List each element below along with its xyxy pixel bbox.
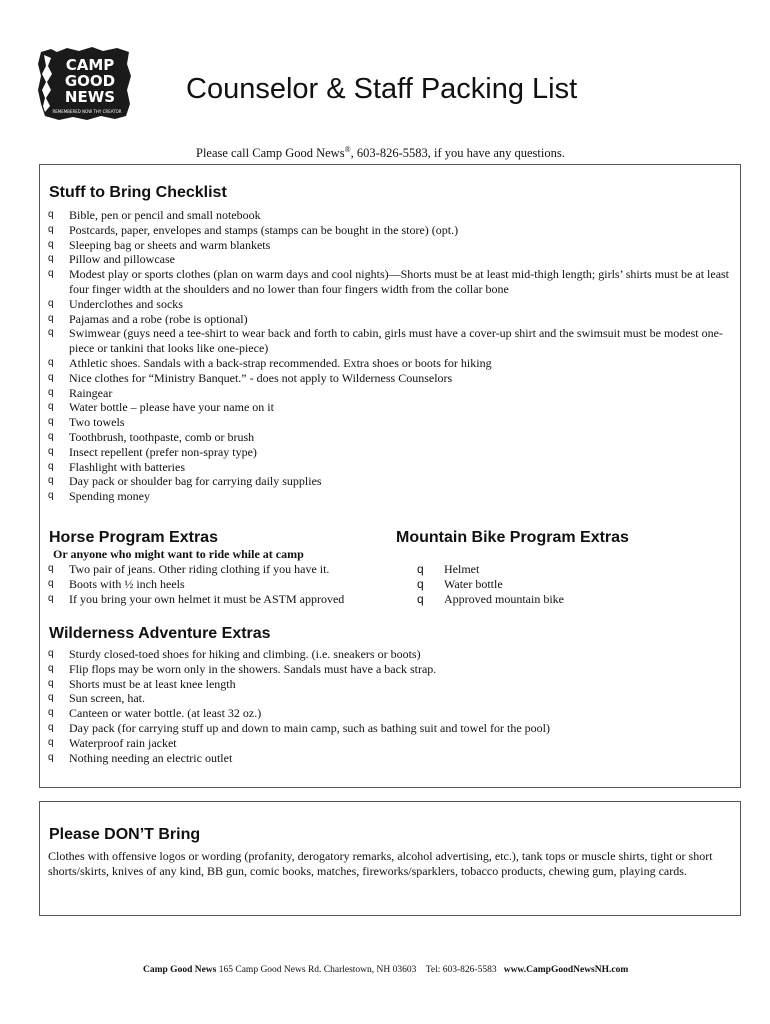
dont-heading: Please DON’T Bring <box>49 826 201 843</box>
stuff-item <box>48 386 730 401</box>
checkbox-bullet-icon: q <box>417 576 424 591</box>
item-text: Raingear <box>69 385 113 400</box>
stuff-item <box>48 430 730 445</box>
item-text: Approved mountain bike <box>444 591 564 606</box>
checkbox-bullet-icon: q <box>48 592 54 604</box>
wilderness-item <box>48 677 730 692</box>
item-text: Sleeping bag or sheets and warm blankets <box>69 237 271 252</box>
stuff-item <box>48 474 730 489</box>
stuff-item <box>48 297 730 312</box>
item-text: Day pack (for carrying stuff up and down to main camp, such as bathing suit and towel for the pool) <box>69 720 550 735</box>
logo-line-2: GOOD <box>64 72 116 90</box>
item-text: Flip flops may be worn only in the showers. Sandals must have a back strap. <box>69 661 437 676</box>
stuff-item <box>48 208 730 223</box>
horse-item <box>48 592 388 607</box>
checkbox-bullet-icon: q <box>48 327 54 339</box>
stuff-item <box>48 371 730 386</box>
stuff-item <box>48 312 730 327</box>
footer-web[interactable]: www.CampGoodNewsNH.com <box>503 965 629 975</box>
item-text: Water bottle <box>444 576 503 591</box>
checkbox-bullet-icon: q <box>48 386 54 398</box>
item-text: Two towels <box>69 415 125 430</box>
footer <box>143 965 628 975</box>
checkbox-bullet-icon: q <box>48 677 54 689</box>
checkbox-bullet-icon: q <box>48 721 54 733</box>
logo-tagline: REMEMBERED NOW THY CREATOR <box>52 109 122 114</box>
checkbox-bullet-icon: q <box>48 475 54 487</box>
checkbox-bullet-icon: q <box>48 238 54 250</box>
checkbox-bullet-icon: q <box>48 430 54 442</box>
item-text: Swimwear (guys need a tee-shirt to wear back and forth to cabin, girls must have a cover-up shirt and the swimsuit must be modest one-piece or tankini that looks like one-piece) <box>69 326 723 356</box>
horse-heading: Horse Program Extras <box>49 529 218 546</box>
item-text: Pajamas and a robe (robe is optional) <box>69 311 248 326</box>
checkbox-bullet-icon: q <box>48 460 54 472</box>
camp-good-news-logo <box>37 46 133 122</box>
bike-item <box>417 562 717 577</box>
item-text: Day pack or shoulder bag for carrying daily supplies <box>69 474 322 489</box>
horse-list <box>48 562 388 606</box>
page-title: Counselor & Staff Packing List <box>186 73 578 105</box>
checkbox-bullet-icon: q <box>48 268 54 280</box>
item-text: Canteen or water bottle. (at least 32 oz.) <box>69 706 262 721</box>
item-text: Boots with ½ inch heels <box>69 576 185 591</box>
checkbox-bullet-icon: q <box>48 751 54 763</box>
footer-tel: Tel: 603-826-5583 <box>425 965 497 975</box>
bike-list <box>417 562 717 606</box>
footer-org: Camp Good News <box>143 965 217 975</box>
stuff-item <box>48 356 730 371</box>
item-text: Flashlight with batteries <box>69 459 185 474</box>
wilderness-item <box>48 691 730 706</box>
bike-heading: Mountain Bike Program Extras <box>396 529 629 546</box>
stuff-list <box>48 208 730 504</box>
item-text: Modest play or sports clothes (plan on warm days and cool nights)—Shorts must be at least mid-thigh length; girls’ shirts must be at least four finger width at the shoulders and no lower than four fingers width from the collar bone <box>69 267 730 296</box>
stuff-item <box>48 326 730 356</box>
item-text: Helmet <box>444 562 480 576</box>
horse-item <box>48 562 388 577</box>
stuff-item <box>48 400 730 415</box>
checkbox-bullet-icon: q <box>48 707 54 719</box>
call-line <box>196 145 565 161</box>
stuff-item <box>48 252 730 267</box>
wilderness-item <box>48 662 730 677</box>
checkbox-bullet-icon: q <box>48 490 54 502</box>
stuff-item <box>48 267 730 297</box>
checkbox-bullet-icon: q <box>48 648 54 659</box>
wilderness-heading: Wilderness Adventure Extras <box>49 625 271 642</box>
item-text: Spending money <box>69 489 150 504</box>
item-text: Postcards, paper, envelopes and stamps (stamps can be bought in the store) (opt.) <box>69 222 459 237</box>
wilderness-list <box>48 647 730 765</box>
checkbox-bullet-icon: q <box>48 736 54 748</box>
logo-line-3: NEWS <box>64 88 116 106</box>
bike-item <box>417 592 717 607</box>
dont-text: Clothes with offensive logos or wording (profanity, derogatory remarks, alcohol advertising, etc.), tank tops or muscle shirts, tight or short shorts/skirts, knives of any kind, BB gun, comic books, matches, fireworks/sparklers, tobacco products, chewing gum, playing cards. <box>48 849 713 878</box>
wilderness-item <box>48 706 730 721</box>
bike-item <box>417 577 717 592</box>
stuff-item <box>48 223 730 238</box>
item-text: Sun screen, hat. <box>69 691 145 706</box>
checkbox-bullet-icon: q <box>48 253 54 265</box>
stuff-heading: Stuff to Bring Checklist <box>49 184 227 201</box>
checkbox-bullet-icon: q <box>48 445 54 457</box>
checkbox-bullet-icon: q <box>417 591 424 606</box>
checkbox-bullet-icon: q <box>48 416 54 428</box>
checkbox-bullet-icon: q <box>48 356 54 368</box>
item-text: Shorts must be at least knee length <box>69 676 236 691</box>
stuff-item <box>48 238 730 253</box>
item-text: Athletic shoes. Sandals with a back-strap recommended. Extra shoes or boots for hiking <box>69 355 492 370</box>
checkbox-bullet-icon: q <box>48 662 54 674</box>
item-text: Pillow and pillowcase <box>69 252 175 267</box>
wilderness-item <box>48 736 730 751</box>
call-line-end: , 603-826-5583, if you have any questions. <box>350 146 565 161</box>
checkbox-bullet-icon: q <box>48 297 54 309</box>
item-text: Insect repellent (prefer non-spray type) <box>69 444 257 459</box>
call-line-start: Please call Camp Good News <box>196 146 345 161</box>
checkbox-bullet-icon: q <box>48 401 54 413</box>
stuff-item <box>48 445 730 460</box>
item-text: Nice clothes for “Ministry Banquet.” - does not apply to Wilderness Counselors <box>69 370 453 385</box>
checkbox-bullet-icon: q <box>48 371 54 383</box>
checkbox-bullet-icon: q <box>48 312 54 324</box>
checkbox-bullet-icon: q <box>417 562 424 576</box>
horse-subheading: Or anyone who might want to ride while at camp <box>53 547 304 561</box>
item-text: Waterproof rain jacket <box>69 735 177 750</box>
footer-address: 165 Camp Good News Rd. Charlestown, NH 03603 <box>218 965 417 975</box>
item-text: Nothing needing an electric outlet <box>69 750 233 765</box>
checkbox-bullet-icon: q <box>48 563 54 574</box>
item-text: Water bottle – please have your name on it <box>69 400 274 415</box>
logo-line-1: CAMP <box>65 56 115 74</box>
stuff-item <box>48 415 730 430</box>
checkbox-bullet-icon: q <box>48 209 54 220</box>
checkbox-bullet-icon: q <box>48 577 54 589</box>
item-text: Underclothes and socks <box>69 296 183 311</box>
checkbox-bullet-icon: q <box>48 692 54 704</box>
registered-mark: ® <box>344 145 351 154</box>
item-text: Bible, pen or pencil and small notebook <box>69 208 261 222</box>
wilderness-item <box>48 647 730 662</box>
horse-item <box>48 577 388 592</box>
item-text: Two pair of jeans. Other riding clothing if you have it. <box>69 562 330 576</box>
wilderness-item <box>48 721 730 736</box>
checkbox-bullet-icon: q <box>48 223 54 235</box>
stuff-item <box>48 460 730 475</box>
item-text: Sturdy closed-toed shoes for hiking and climbing. (i.e. sneakers or boots) <box>69 647 421 661</box>
item-text: If you bring your own helmet it must be ASTM approved <box>69 591 345 606</box>
stuff-item <box>48 489 730 504</box>
wilderness-item <box>48 751 730 766</box>
item-text: Toothbrush, toothpaste, comb or brush <box>69 429 255 444</box>
